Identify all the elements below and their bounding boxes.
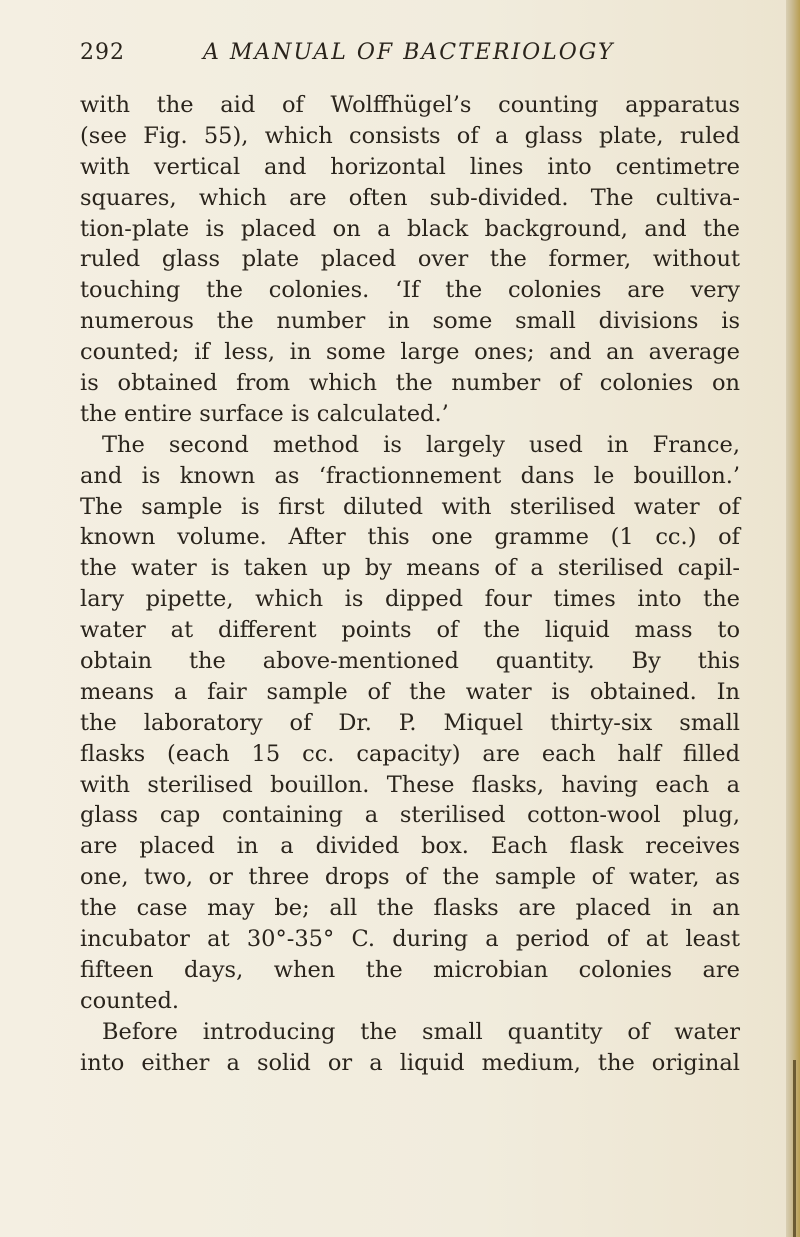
text-line: squares, which are often sub-divided. The cultiva-: [80, 184, 740, 211]
text-line: and is known as ‘fractionnement dans le bouillon.’: [80, 462, 740, 489]
page-spine-edge: [786, 0, 800, 1237]
body-text: [80, 90, 740, 1079]
text-line: with vertical and horizontal lines into centimetre: [80, 153, 740, 180]
text-line: is obtained from which the number of colonies on: [80, 370, 740, 397]
text-line: glass cap containing a sterilised cotton-wool plug,: [80, 802, 740, 829]
text-line: counted.: [80, 987, 180, 1014]
text-line: means a fair sample of the water is obtained. In: [80, 678, 740, 705]
page-number: 292: [80, 40, 125, 65]
text-line: into either a solid or a liquid medium, the original: [80, 1049, 740, 1076]
text-line: counted; if less, in some large ones; and an average: [80, 339, 740, 366]
text-line: with sterilised bouillon. These flasks, having each a: [80, 771, 740, 798]
text-line: the case may be; all the flasks are placed in an: [80, 895, 740, 922]
text-line: incubator at 30°-35° C. during a period of at least: [80, 926, 740, 953]
running-title: A MANUAL OF BACTERIOLOGY: [203, 40, 615, 65]
text-line: obtain the above-mentioned quantity. By this: [80, 648, 740, 675]
text-line: (see Fig. 55), which consists of a glass plate, ruled: [80, 122, 740, 149]
text-line: water at different points of the liquid mass to: [80, 617, 740, 644]
text-line: are placed in a divided box. Each flask receives: [80, 833, 740, 860]
text-line: the entire surface is calculated.’: [80, 400, 449, 427]
text-line: the laboratory of Dr. P. Miquel thirty-six small: [80, 709, 740, 736]
text-line: The sample is first diluted with sterilised water of: [80, 493, 740, 520]
text-line: tion-plate is placed on a black background, and the: [80, 215, 740, 242]
text-line: lary pipette, which is dipped four times into the: [80, 586, 740, 613]
running-header: [80, 40, 720, 74]
text-line: ruled glass plate placed over the former, without: [80, 246, 740, 273]
text-line: with the aid of Wolffhügel’s counting apparatus: [80, 92, 740, 118]
text-line: fifteen days, when the microbian colonies are: [80, 956, 740, 983]
text-line: one, two, or three drops of the sample of water, as: [80, 864, 740, 891]
text-line: numerous the number in some small divisions is: [80, 308, 740, 335]
text-line: known volume. After this one gramme (1 cc.) of: [80, 524, 740, 551]
text-line: The second method is largely used in France,: [102, 431, 740, 458]
text-line: the water is taken up by means of a sterilised capil-: [80, 555, 740, 582]
text-line: Before introducing the small quantity of water: [102, 1018, 740, 1045]
binding-shadow: [793, 1060, 796, 1237]
text-line: flasks (each 15 cc. capacity) are each half filled: [80, 740, 740, 767]
text-line: touching the colonies. ‘If the colonies are very: [80, 277, 740, 304]
